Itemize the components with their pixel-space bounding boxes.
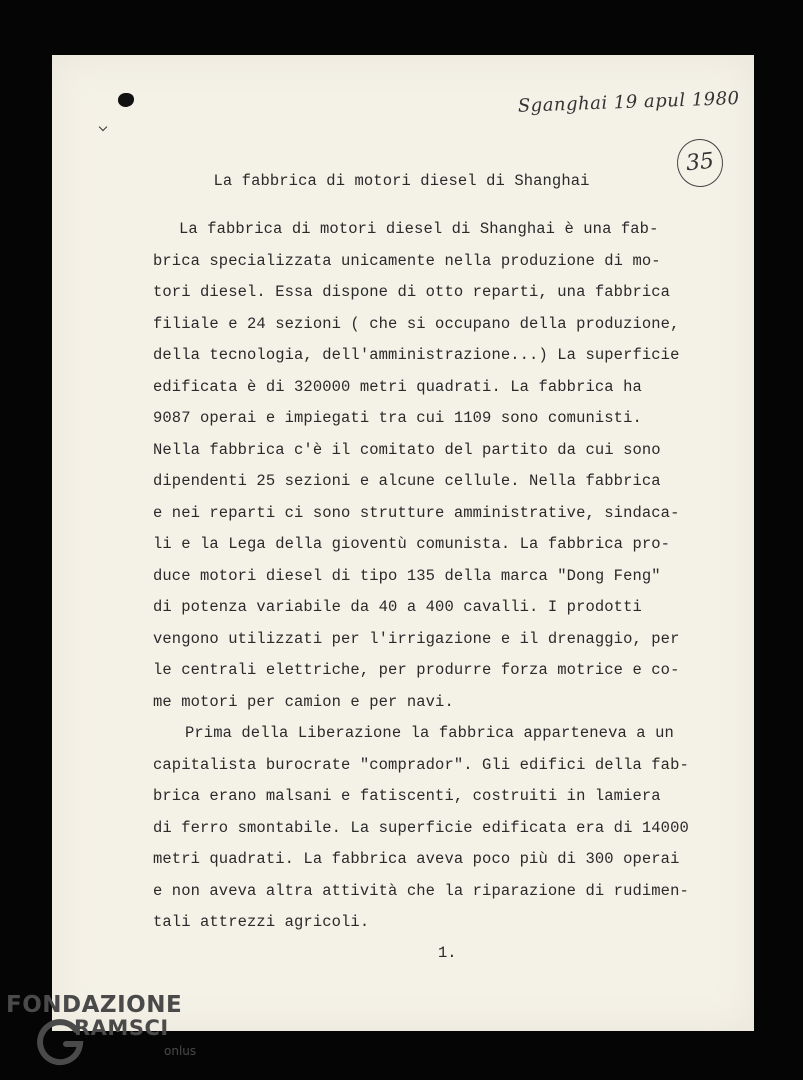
watermark-line-2: RAMSCI xyxy=(74,1016,169,1040)
text-line: me motori per camion e per navi. xyxy=(153,692,454,711)
document-body xyxy=(153,214,693,939)
text-line: le centrali elettriche, per produrre forza motrice e co- xyxy=(153,661,680,679)
text-line: tali attrezzi agricoli. xyxy=(153,913,370,931)
text-line: di ferro smontabile. La superficie edificata era di 14000 xyxy=(153,818,689,837)
text-line: Prima della Liberazione la fabbrica apparteneva a un xyxy=(185,724,674,742)
text-line: metri quadrati. La fabbrica aveva poco più di 300 operai xyxy=(153,850,680,868)
text-line: e nei reparti ci sono strutture amministrative, sindaca- xyxy=(153,503,680,522)
text-line: dipendenti 25 sezioni e alcune cellule. Nella fabbrica xyxy=(153,472,661,490)
handwritten-date-note: Sganghai 19 apul 1980 xyxy=(517,87,740,117)
text-line: e non aveva altra attività che la riparazione di rudimen- xyxy=(153,881,689,900)
watermark-line-3: onlus xyxy=(164,1044,197,1058)
text-line: capitalista burocrate "comprador". Gli edifici della fab- xyxy=(153,755,689,774)
paragraph-2 xyxy=(153,718,693,939)
watermark-logo xyxy=(6,992,206,1076)
text-line: della tecnologia, dell'amministrazione...) La superficie xyxy=(153,346,680,364)
text-line: brica specializzata unicamente nella produzione di mo- xyxy=(153,251,661,270)
document-title: La fabbrica di motori diesel di Shanghai xyxy=(213,172,590,190)
text-line: di potenza variabile da 40 a 400 cavalli. I prodotti xyxy=(153,598,642,616)
circled-page-marker: 35 xyxy=(675,137,726,190)
text-line: li e la Lega della gioventù comunista. La fabbrica pro- xyxy=(153,535,671,553)
text-line: Nella fabbrica c'è il comitato del partito da cui sono xyxy=(153,440,661,459)
text-line: 9087 operai e impiegati tra cui 1109 sono comunisti. xyxy=(153,409,642,427)
page-number: 1. xyxy=(438,944,457,962)
text-line: La fabbrica di motori diesel di Shanghai è una fab- xyxy=(179,220,659,238)
text-line: duce motori diesel di tipo 135 della marca "Dong Feng" xyxy=(153,566,661,585)
text-line: edificata è di 320000 metri quadrati. La fabbrica ha xyxy=(153,377,642,396)
watermark-line-1: FONDAZIONE xyxy=(6,992,183,1018)
text-line: tori diesel. Essa dispone di otto reparti, una fabbrica xyxy=(153,283,671,301)
paragraph-1 xyxy=(153,214,693,718)
text-line: filiale e 24 sezioni ( che si occupano della produzione, xyxy=(153,314,680,333)
text-line: brica erano malsani e fatiscenti, costruiti in lamiera xyxy=(153,787,661,805)
text-line: vengono utilizzati per l'irrigazione e il drenaggio, per xyxy=(153,629,680,648)
